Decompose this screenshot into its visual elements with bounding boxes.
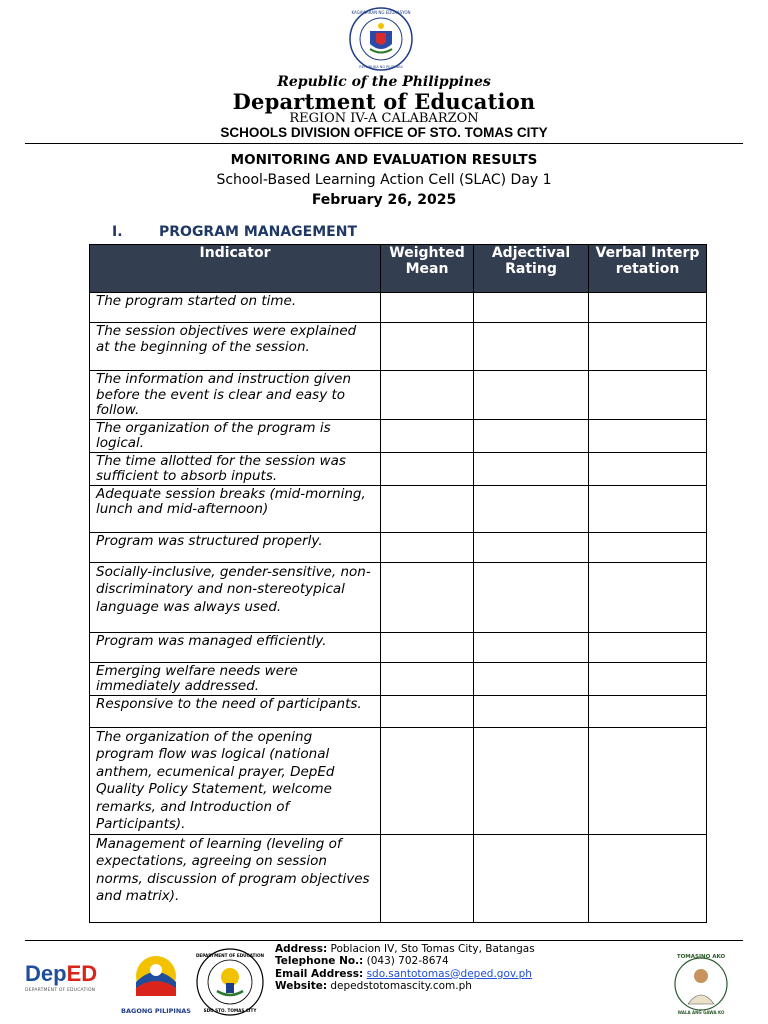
verbal-interpretation-cell <box>589 485 707 532</box>
document-subtitle: School-Based Learning Action Cell (SLAC) Day 1 <box>216 172 552 188</box>
weighted-mean-cell <box>381 727 474 834</box>
indicator-cell: The time allotted for the session was sufficient to absorb inputs. <box>90 452 381 485</box>
svg-text:DEPARTMENT OF EDUCATION: DEPARTMENT OF EDUCATION <box>195 953 265 958</box>
indicator-cell: Management of learning (leveling of expectations, agreeing on session norms, discussion of program objectives and matrix). <box>90 834 381 922</box>
bagong-pilipinas-logo <box>121 952 191 1014</box>
verbal-interpretation-cell <box>589 371 707 420</box>
weighted-mean-cell <box>381 695 474 727</box>
section-number: I. <box>112 224 123 240</box>
indicator-cell: The organization of the program is logical. <box>90 419 381 452</box>
weighted-mean-cell <box>381 532 474 562</box>
bagong-pilipinas-emblem-icon <box>121 952 191 1002</box>
section-name: PROGRAM MANAGEMENT <box>159 224 357 240</box>
table-row <box>90 662 707 695</box>
contact-info <box>275 943 535 992</box>
verbal-interpretation-cell <box>589 662 707 695</box>
document-title: MONITORING AND EVALUATION RESULTS <box>230 152 538 168</box>
header-indicator: Indicator <box>90 245 381 293</box>
weighted-mean-cell <box>381 419 474 452</box>
indicator-cell: Emerging welfare needs were immediately addressed. <box>90 662 381 695</box>
table-row <box>90 562 707 632</box>
svg-text:TOMASINO AKO: TOMASINO AKO <box>676 954 726 960</box>
deped-tagline: DEPARTMENT OF EDUCATION <box>25 988 96 993</box>
telephone-line: Telephone No.: (043) 702-8674 <box>275 955 449 968</box>
website-line: Website: depedstotomascity.com.ph <box>275 979 472 992</box>
adjectival-rating-cell <box>474 485 589 532</box>
adjectival-rating-cell <box>474 727 589 834</box>
deped-seal-logo <box>343 6 419 72</box>
weighted-mean-cell <box>381 452 474 485</box>
verbal-interpretation-cell <box>589 452 707 485</box>
adjectival-rating-cell <box>474 452 589 485</box>
region-heading: REGION IV-A CALABARZON <box>289 111 479 126</box>
table-row <box>90 452 707 485</box>
indicator-cell: Socially-inclusive, gender-sensitive, non- discriminatory and non-stereotypical language was always used. <box>90 562 381 632</box>
weighted-mean-cell <box>381 562 474 632</box>
verbal-interpretation-cell <box>589 727 707 834</box>
header-verbal-interpretation: Verbal Interpretation <box>589 245 707 293</box>
weighted-mean-cell <box>381 371 474 420</box>
weighted-mean-cell <box>381 323 474 371</box>
adjectival-rating-cell <box>474 371 589 420</box>
svg-text:WALA ANG GAWA KO: WALA ANG GAWA KO <box>677 1010 725 1015</box>
footer-divider <box>25 940 743 941</box>
table-row <box>90 485 707 532</box>
verbal-interpretation-cell <box>589 419 707 452</box>
bagong-pilipinas-label: BAGONG PILIPINAS <box>121 1007 191 1015</box>
adjectival-rating-cell <box>474 419 589 452</box>
republic-heading: Republic of the Philippines <box>277 74 491 90</box>
table-row <box>90 293 707 323</box>
verbal-interpretation-cell <box>589 323 707 371</box>
evaluation-table <box>89 244 707 923</box>
table-row <box>90 695 707 727</box>
weighted-mean-cell <box>381 632 474 662</box>
indicator-cell: Program was managed efficiently. <box>90 632 381 662</box>
table-row <box>90 727 707 834</box>
verbal-interpretation-cell <box>589 562 707 632</box>
table-row <box>90 371 707 420</box>
indicator-cell: Adequate session breaks (mid-morning, lunch and mid-afternoon) <box>90 485 381 532</box>
header-adjectival-rating: Adjectival Rating <box>474 245 589 293</box>
tomasino-ako-badge-logo <box>672 948 730 1016</box>
table-row <box>90 632 707 662</box>
indicator-cell: Responsive to the need of participants. <box>90 695 381 727</box>
adjectival-rating-cell <box>474 323 589 371</box>
website-value: depedstotomascity.com.ph <box>330 979 472 992</box>
telephone-value: (043) 702-8674 <box>366 955 449 968</box>
adjectival-rating-cell <box>474 532 589 562</box>
deped-logo: DepED DEPARTMENT OF EDUCATION <box>25 962 105 1002</box>
table-row <box>90 834 707 922</box>
address-value: Poblacion IV, Sto Tomas City, Batangas <box>330 943 535 955</box>
adjectival-rating-cell <box>474 562 589 632</box>
indicator-cell: Program was structured properly. <box>90 532 381 562</box>
adjectival-rating-cell <box>474 632 589 662</box>
verbal-interpretation-cell <box>589 532 707 562</box>
verbal-interpretation-cell <box>589 834 707 922</box>
weighted-mean-cell <box>381 834 474 922</box>
svg-text:SDO STO. TOMAS CITY: SDO STO. TOMAS CITY <box>203 1008 257 1013</box>
adjectival-rating-cell <box>474 695 589 727</box>
table-row <box>90 323 707 371</box>
adjectival-rating-cell <box>474 834 589 922</box>
indicator-cell: The information and instruction given before the event is clear and easy to follow. <box>90 371 381 420</box>
svg-text:REPUBLIKA NG PILIPINAS: REPUBLIKA NG PILIPINAS <box>359 65 403 69</box>
document-date: February 26, 2025 <box>311 192 457 208</box>
email-link[interactable]: sdo.santotomas@deped.gov.ph <box>366 967 532 980</box>
department-heading: Department of Education <box>232 89 536 114</box>
table-header-row <box>90 245 707 293</box>
section-heading <box>112 224 357 240</box>
division-seal-logo <box>195 947 265 1017</box>
table-row <box>90 532 707 562</box>
verbal-interpretation-cell <box>589 293 707 323</box>
weighted-mean-cell <box>381 293 474 323</box>
weighted-mean-cell <box>381 485 474 532</box>
indicator-cell: The organization of the opening program flow was logical (national anthem, ecumenical prayer, DepEd Quality Policy Statement, welcome remarks, and Introduction of Participants). <box>90 727 381 834</box>
footer <box>0 940 768 1024</box>
verbal-interpretation-cell <box>589 695 707 727</box>
email-line: Email Address: sdo.santotomas@deped.gov.ph <box>275 967 532 980</box>
indicator-cell: The program started on time. <box>90 293 381 323</box>
svg-text:KAGAWARAN NG EDUKASYON: KAGAWARAN NG EDUKASYON <box>351 10 411 15</box>
adjectival-rating-cell <box>474 662 589 695</box>
table-row <box>90 419 707 452</box>
weighted-mean-cell <box>381 662 474 695</box>
indicator-cell: The session objectives were explained at the beginning of the session. <box>90 323 381 371</box>
adjectival-rating-cell <box>474 293 589 323</box>
header-weighted-mean: Weighted Mean <box>381 245 474 293</box>
address-line: Address: Poblacion IV, Sto Tomas City, Batangas <box>275 943 535 955</box>
verbal-interpretation-cell <box>589 632 707 662</box>
header-divider <box>25 143 743 144</box>
division-heading: SCHOOLS DIVISION OFFICE OF STO. TOMAS CITY <box>220 125 548 140</box>
